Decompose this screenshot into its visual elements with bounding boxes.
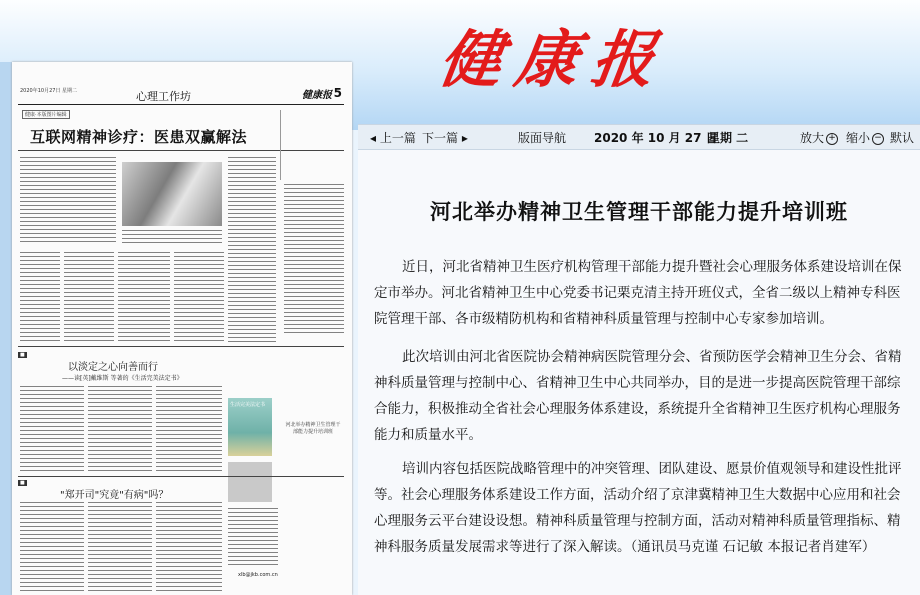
related-article-box[interactable]: 河北举办精神卫生管理干部能力提升培训班 — [285, 422, 341, 435]
newspaper-email: xlb@jkb.com.cn — [238, 572, 278, 578]
text-block — [228, 157, 276, 342]
prev-article-link[interactable]: ◂ 上一篇 — [370, 131, 416, 145]
text-block — [20, 252, 60, 342]
book-cover-title: 生活完美法定书 — [230, 402, 266, 408]
text-block — [156, 502, 222, 592]
newspaper-sub-headline[interactable]: 以淡定之心向善而行 — [68, 362, 158, 373]
next-label: 下一篇 — [422, 131, 459, 145]
text-block — [88, 386, 152, 472]
newspaper-logo: 健康报 — [302, 90, 332, 101]
newspaper-photo — [228, 462, 272, 502]
newspaper-sub2-headline[interactable]: "郑开司"究竟"有病"吗？ — [60, 490, 169, 501]
newspaper-kicker: 健康·本版图片编辑 — [22, 110, 70, 119]
divider — [18, 346, 344, 347]
zoom-out-button[interactable] — [846, 129, 884, 146]
text-block — [122, 230, 222, 246]
section-tag: ■ — [20, 352, 25, 358]
zoom-in-label: 放大 — [800, 131, 825, 145]
zoom-in-button[interactable] — [800, 129, 838, 146]
article-content — [358, 150, 920, 595]
divider — [18, 476, 344, 477]
minus-icon: − — [872, 133, 884, 145]
text-block — [228, 508, 278, 568]
text-block — [20, 386, 84, 472]
text-block — [88, 502, 152, 592]
newspaper-photo — [122, 162, 222, 226]
masthead-logo: 健康报 — [434, 23, 674, 96]
text-block — [156, 386, 222, 472]
newspaper-section-title: 心理工作坊 — [136, 90, 191, 103]
next-article-link[interactable]: 下一篇 ▸ — [422, 131, 468, 145]
newspaper-headline[interactable]: 互联网精神诊疗：医患双赢解法 — [30, 128, 248, 146]
newspaper-date: 2020年10月27日 星期二 — [20, 88, 78, 94]
article-paragraph: 此次培训由河北省医院协会精神病医院管理分会、省预防医学会精神卫生分会、省精神科质量管理与控制中心、省精神卫生中心共同举办，目的是进一步提高医院管理干部综合能力，积极推动全省社会心理服务体系建设，系统提升全省精神卫生医疗机构心理服务能力和质量水平。 — [374, 349, 902, 443]
newspaper-page-number: 5 — [333, 86, 342, 100]
text-block — [118, 252, 170, 342]
page-navigation-bar — [358, 124, 920, 150]
layout-navigation-link[interactable]: 版面导航 — [518, 131, 567, 145]
issue-weekday: 星期 二 — [708, 131, 749, 145]
article-title: 河北举办精神卫生管理干部能力提升培训班 — [430, 200, 848, 224]
zoom-out-label: 缩小 — [846, 131, 871, 145]
text-block — [174, 252, 224, 342]
left-frame-bar — [0, 62, 12, 595]
sidebar-box — [280, 110, 347, 180]
newspaper-page-header — [18, 86, 344, 105]
newspaper-sub-subtitle: ——读[英]戴维斯 等著的《生活完美法定书》 — [62, 375, 183, 382]
text-block — [64, 252, 114, 342]
plus-icon: + — [826, 133, 838, 145]
text-block — [20, 502, 84, 592]
text-block — [20, 157, 116, 245]
article-paragraph: 近日，河北省精神卫生医疗机构管理干部能力提升暨社会心理服务体系建设培训在保定市举办。河北省精神卫生中心党委书记栗克清主持开班仪式，全省二级以上精神专科医院管理干部、各市级精防机构和省精神科质量管理与控制中心专家参加培训。 — [374, 259, 902, 327]
prev-label: 上一篇 — [379, 131, 416, 145]
section-tag: ■ — [20, 480, 25, 486]
issue-date: 2020 年 10 月 27 日 — [594, 131, 718, 145]
newspaper-page-thumbnail[interactable] — [12, 62, 352, 595]
default-size-button[interactable]: 默认 — [890, 131, 915, 145]
article-paragraph: 培训内容包括医院战略管理中的冲突管理、团队建设、愿景价值观领导和建设性批评等。社会心理服务体系建设工作方面，活动介绍了京津冀精神卫生大数据中心应用和社会心理服务云平台建设设想。精神科质量管理与控制方面，活动对精神科质量管理指标、精神科服务质量发展需求等进行了深入解读。（通讯员马克谨 石记敏 本报记者肖建军） — [374, 461, 902, 555]
text-block — [284, 184, 344, 334]
